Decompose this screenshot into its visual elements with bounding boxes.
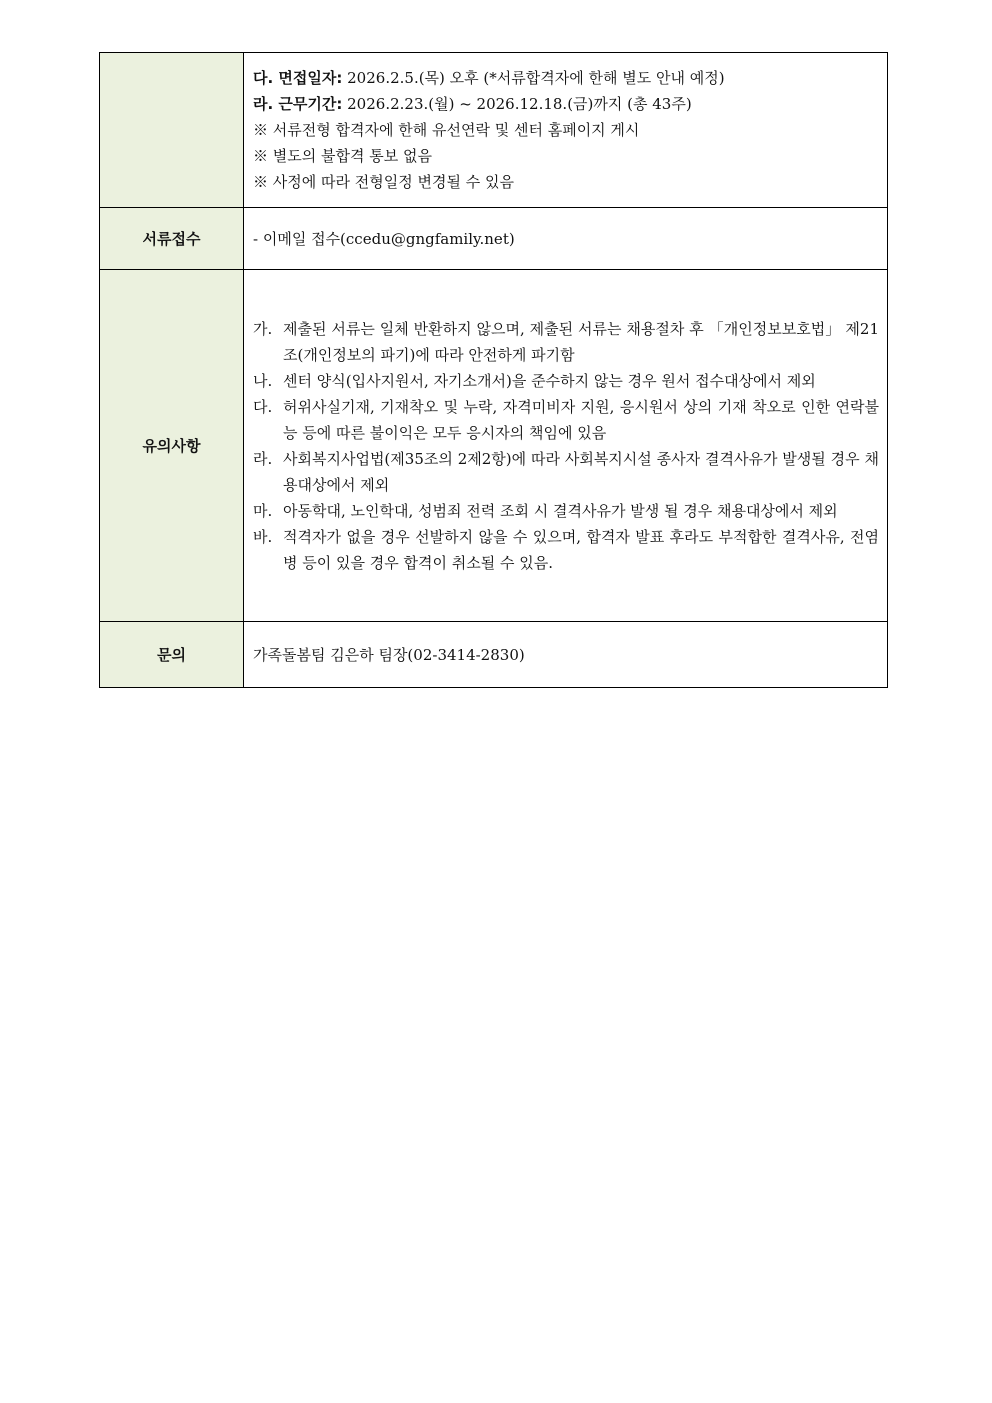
precaution-item [253, 368, 879, 394]
submission-row [100, 208, 888, 270]
submission-label: 서류접수 [100, 208, 244, 270]
precaution-text: 센터 양식(입사지원서, 자기소개서)을 준수하지 않는 경우 원서 접수대상에서 제외 [283, 371, 816, 390]
precautions-label: 유의사항 [100, 270, 244, 622]
schedule-label-cell [100, 53, 244, 208]
schedule-notice: ※ 별도의 불합격 통보 없음 [253, 147, 432, 165]
schedule-notice: ※ 서류전형 합격자에 한해 유선연락 및 센터 홈페이지 게시 [253, 121, 640, 139]
interview-date-label: 다. 면접일자: [253, 69, 343, 87]
work-period-label: 라. 근무기간: [253, 95, 343, 113]
contact-value: 가족돌봄팀 김은하 팀장(02-3414-2830) [244, 622, 888, 688]
precaution-item [253, 316, 879, 368]
precaution-text: 허위사실기재, 기재착오 및 누락, 자격미비자 지원, 응시원서 상의 기재 착오로 인한 연락불능 등에 따른 불이익은 모두 응시자의 책임에 있음 [283, 397, 879, 442]
precaution-text: 사회복지사업법(제35조의 2제2항)에 따라 사회복지시설 종사자 결격사유가 발생될 경우 채용대상에서 제외 [283, 449, 879, 494]
precaution-marker: 마. [253, 501, 273, 520]
work-period-value: 2026.2.23.(월) ~ 2026.12.18.(금)까지 (총 43주) [342, 95, 692, 113]
contact-label: 문의 [100, 622, 244, 688]
precaution-marker: 다. [253, 397, 273, 416]
precaution-marker: 라. [253, 449, 273, 468]
schedule-content [244, 53, 888, 208]
work-period-line [253, 91, 879, 117]
recruitment-info-table [99, 52, 888, 688]
schedule-notice: ※ 사정에 따라 전형일정 변경될 수 있음 [253, 173, 514, 191]
precautions-list [244, 270, 888, 622]
precaution-item [253, 446, 879, 498]
precaution-text: 제출된 서류는 일체 반환하지 않으며, 제출된 서류는 채용절차 후 「개인정보보호법」 제21조(개인정보의 파기)에 따라 안전하게 파기함 [283, 319, 879, 364]
precaution-text: 적격자가 없을 경우 선발하지 않을 수 있으며, 합격자 발표 후라도 부적합한 결격사유, 전염병 등이 있을 경우 합격이 취소될 수 있음. [283, 527, 879, 572]
precaution-marker: 나. [253, 371, 273, 390]
precautions-row [100, 270, 888, 622]
interview-date-value: 2026.2.5.(목) 오후 (*서류합격자에 한해 별도 안내 예정) [342, 69, 725, 87]
contact-row [100, 622, 888, 688]
precaution-item [253, 498, 879, 524]
interview-date-line [253, 65, 879, 91]
precaution-item [253, 394, 879, 446]
precaution-marker: 바. [253, 527, 273, 546]
submission-value: - 이메일 접수(ccedu@gngfamily.net) [244, 208, 888, 270]
schedule-row [100, 53, 888, 208]
precaution-marker: 가. [253, 319, 273, 338]
precaution-item [253, 524, 879, 576]
precaution-text: 아동학대, 노인학대, 성범죄 전력 조회 시 결격사유가 발생 될 경우 채용대상에서 제외 [283, 501, 838, 520]
